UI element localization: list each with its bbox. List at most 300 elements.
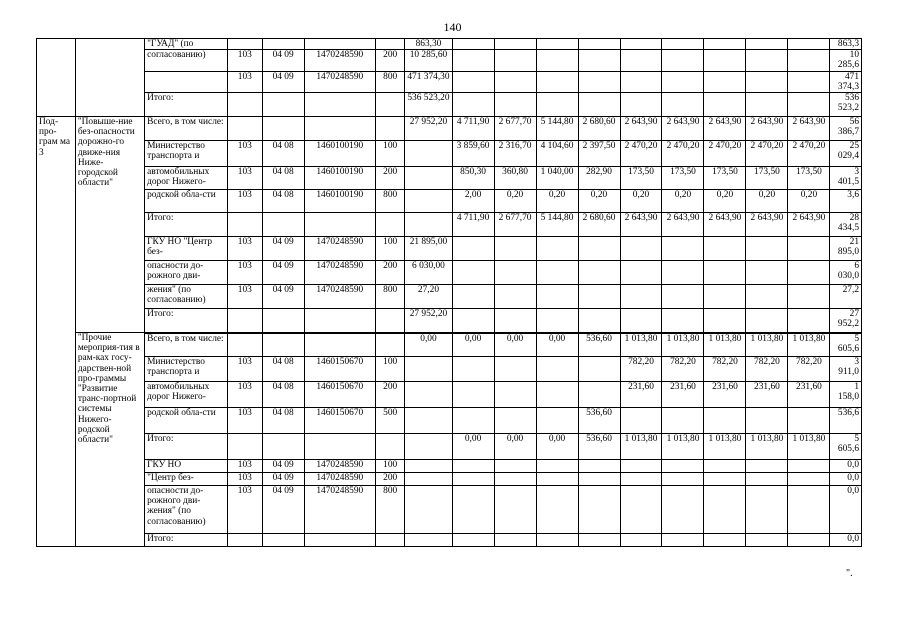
year-2021-cell: 1 013,80	[662, 333, 704, 357]
table-row	[37, 408, 862, 434]
grbs-cell: 103	[228, 486, 263, 534]
table-row	[37, 473, 862, 486]
year-2023-cell: 0,20	[746, 190, 788, 213]
year-2017-cell	[494, 382, 536, 408]
year-2023-cell: 1 013,80	[746, 434, 788, 460]
rzpr-cell: 04 08	[262, 167, 304, 190]
year-2024-cell: 1 013,80	[788, 434, 830, 460]
csr-cell: 1460100190	[304, 141, 375, 167]
year-2020-cell: 231,60	[620, 382, 662, 408]
grbs-cell	[228, 117, 263, 141]
year-2022-cell	[704, 309, 746, 333]
year-2022-cell	[704, 39, 746, 50]
year-2017-cell: 2 677,70	[494, 117, 536, 141]
year-2019-cell: 2 680,60	[578, 117, 620, 141]
year-2016-cell	[452, 357, 494, 382]
vr-cell: 500	[375, 408, 404, 434]
executor-cell: Министерство транспорта и	[145, 357, 228, 382]
year-2024-cell	[788, 473, 830, 486]
vr-cell	[375, 39, 404, 50]
total-cell: 1 158,0	[830, 382, 862, 408]
csr-cell: 1460150670	[304, 357, 375, 382]
year-2016-cell	[452, 382, 494, 408]
total-cell: 6 030,0	[830, 261, 862, 285]
vr-cell	[375, 434, 404, 460]
year-2021-cell	[662, 460, 704, 473]
year-2023-cell	[746, 237, 788, 261]
grbs-cell	[228, 434, 263, 460]
year-2017-cell	[494, 71, 536, 92]
year-2023-cell	[746, 473, 788, 486]
year-2017-cell	[494, 261, 536, 285]
year-2020-cell	[620, 261, 662, 285]
year-2017-cell	[494, 285, 536, 309]
year-2021-cell	[662, 285, 704, 309]
year-2023-cell	[746, 285, 788, 309]
vr-cell: 200	[375, 382, 404, 408]
vr-cell	[375, 213, 404, 237]
year-2017-cell	[494, 237, 536, 261]
table-row	[37, 117, 862, 141]
subprogram-cell: "Прочие мероприя-тия в рам-ках госу-дарствен-ной про-граммы "Развитие транс-портной системы Нижего-родской области"	[75, 333, 144, 547]
year-2016-cell	[452, 473, 494, 486]
year-2024-cell	[788, 408, 830, 434]
year-2016-cell: 0,00	[452, 434, 494, 460]
grbs-cell	[228, 213, 263, 237]
year-2024-cell: 231,60	[788, 382, 830, 408]
year-2019-cell: 0,20	[578, 190, 620, 213]
executor-cell: опасности до-рожного дви-жения" (по согласованию)	[145, 486, 228, 534]
csr-cell: 1470248590	[304, 285, 375, 309]
total-cell: 3 911,0	[830, 357, 862, 382]
total-cell: 27 952,2	[830, 309, 862, 333]
table-row	[37, 285, 862, 309]
year-2017-cell	[494, 473, 536, 486]
table-row	[37, 434, 862, 460]
year-2015-cell	[405, 473, 452, 486]
grbs-cell	[228, 93, 263, 117]
vr-cell: 800	[375, 71, 404, 92]
table-row	[37, 167, 862, 190]
year-2020-cell: 1 013,80	[620, 333, 662, 357]
csr-cell	[304, 39, 375, 50]
vr-cell: 100	[375, 141, 404, 167]
year-2016-cell: 3 859,60	[452, 141, 494, 167]
csr-cell	[304, 93, 375, 117]
budget-table	[36, 38, 862, 547]
grbs-cell: 103	[228, 460, 263, 473]
year-2023-cell	[746, 261, 788, 285]
year-2023-cell	[746, 50, 788, 71]
year-2018-cell	[536, 285, 578, 309]
year-2023-cell	[746, 460, 788, 473]
year-2017-cell	[494, 486, 536, 534]
subprogram-cell	[75, 39, 144, 117]
table-row	[37, 190, 862, 213]
year-2019-cell	[578, 71, 620, 92]
year-2018-cell	[536, 237, 578, 261]
year-2019-cell	[578, 285, 620, 309]
year-2015-cell: 10 285,60	[405, 50, 452, 71]
rzpr-cell: 04 09	[262, 285, 304, 309]
total-cell: 536 523,2	[830, 93, 862, 117]
year-2022-cell	[704, 408, 746, 434]
year-2019-cell: 2 680,60	[578, 213, 620, 237]
year-2020-cell: 0,20	[620, 190, 662, 213]
rzpr-cell	[262, 534, 304, 547]
year-2016-cell: 850,30	[452, 167, 494, 190]
year-2020-cell	[620, 39, 662, 50]
year-2015-cell: 0,00	[405, 333, 452, 357]
year-2021-cell: 0,20	[662, 190, 704, 213]
year-2020-cell	[620, 534, 662, 547]
year-2021-cell	[662, 486, 704, 534]
year-2023-cell: 231,60	[746, 382, 788, 408]
year-2023-cell: 2 470,20	[746, 141, 788, 167]
executor-cell: Итого:	[145, 309, 228, 333]
year-2023-cell	[746, 534, 788, 547]
year-2022-cell: 2 643,90	[704, 117, 746, 141]
total-cell: 0,0	[830, 534, 862, 547]
year-2019-cell	[578, 357, 620, 382]
grbs-cell: 103	[228, 237, 263, 261]
year-2016-cell	[452, 93, 494, 117]
grbs-cell	[228, 39, 263, 50]
year-2022-cell	[704, 534, 746, 547]
year-2021-cell: 2 643,90	[662, 213, 704, 237]
executor-cell: ГКУ НО "Центр без-	[145, 237, 228, 261]
year-2015-cell	[405, 167, 452, 190]
year-2020-cell: 173,50	[620, 167, 662, 190]
year-2015-cell	[405, 460, 452, 473]
program-cell: Под-про-грам ма 3	[37, 117, 76, 547]
executor-cell: родской обла-сти	[145, 408, 228, 434]
year-2022-cell	[704, 460, 746, 473]
year-2020-cell	[620, 486, 662, 534]
year-2022-cell: 231,60	[704, 382, 746, 408]
year-2018-cell	[536, 408, 578, 434]
year-2021-cell: 2 470,20	[662, 141, 704, 167]
vr-cell: 200	[375, 473, 404, 486]
year-2019-cell: 536,60	[578, 408, 620, 434]
vr-cell	[375, 534, 404, 547]
year-2022-cell: 2 643,90	[704, 213, 746, 237]
vr-cell	[375, 93, 404, 117]
year-2017-cell	[494, 460, 536, 473]
year-2018-cell	[536, 261, 578, 285]
year-2018-cell: 5 144,80	[536, 117, 578, 141]
year-2021-cell: 2 643,90	[662, 117, 704, 141]
rzpr-cell: 04 09	[262, 473, 304, 486]
year-2019-cell	[578, 460, 620, 473]
executor-cell: Всего, в том числе:	[145, 333, 228, 357]
vr-cell: 200	[375, 50, 404, 71]
year-2024-cell	[788, 39, 830, 50]
year-2021-cell: 173,50	[662, 167, 704, 190]
year-2021-cell	[662, 50, 704, 71]
executor-cell: "Центр без-	[145, 473, 228, 486]
year-2015-cell	[405, 357, 452, 382]
rzpr-cell	[262, 117, 304, 141]
year-2016-cell: 4 711,90	[452, 117, 494, 141]
year-2019-cell	[578, 534, 620, 547]
csr-cell: 1460100190	[304, 167, 375, 190]
year-2023-cell	[746, 486, 788, 534]
year-2015-cell	[405, 534, 452, 547]
year-2024-cell	[788, 50, 830, 71]
rzpr-cell: 04 09	[262, 460, 304, 473]
grbs-cell: 103	[228, 141, 263, 167]
year-2020-cell: 2 643,90	[620, 117, 662, 141]
year-2022-cell	[704, 486, 746, 534]
year-2015-cell	[405, 190, 452, 213]
year-2024-cell: 0,20	[788, 190, 830, 213]
rzpr-cell	[262, 309, 304, 333]
year-2017-cell: 360,80	[494, 167, 536, 190]
year-2021-cell	[662, 39, 704, 50]
total-cell: 5 605,6	[830, 333, 862, 357]
year-2020-cell	[620, 408, 662, 434]
year-2023-cell: 1 013,80	[746, 333, 788, 357]
year-2024-cell	[788, 261, 830, 285]
year-2020-cell	[620, 460, 662, 473]
table-row	[37, 534, 862, 547]
grbs-cell: 103	[228, 50, 263, 71]
year-2020-cell	[620, 50, 662, 71]
closing-quote: ".	[846, 568, 853, 579]
year-2018-cell	[536, 71, 578, 92]
csr-cell	[304, 309, 375, 333]
csr-cell: 1470248590	[304, 473, 375, 486]
year-2018-cell	[536, 357, 578, 382]
year-2024-cell: 782,20	[788, 357, 830, 382]
year-2024-cell	[788, 93, 830, 117]
year-2021-cell	[662, 93, 704, 117]
executor-cell: Итого:	[145, 434, 228, 460]
year-2015-cell	[405, 434, 452, 460]
vr-cell	[375, 309, 404, 333]
year-2018-cell	[536, 39, 578, 50]
year-2019-cell	[578, 93, 620, 117]
year-2021-cell	[662, 261, 704, 285]
rzpr-cell: 04 09	[262, 486, 304, 534]
year-2016-cell	[452, 39, 494, 50]
csr-cell: 1470248590	[304, 261, 375, 285]
year-2020-cell: 1 013,80	[620, 434, 662, 460]
executor-cell: Итого:	[145, 534, 228, 547]
executor-cell: Министерство транспорта и	[145, 141, 228, 167]
year-2015-cell: 27 952,20	[405, 117, 452, 141]
table-row	[37, 71, 862, 92]
year-2017-cell: 2 316,70	[494, 141, 536, 167]
year-2019-cell	[578, 309, 620, 333]
rzpr-cell: 04 09	[262, 50, 304, 71]
year-2019-cell	[578, 261, 620, 285]
year-2024-cell	[788, 237, 830, 261]
year-2017-cell	[494, 408, 536, 434]
year-2022-cell	[704, 473, 746, 486]
year-2017-cell	[494, 50, 536, 71]
year-2021-cell	[662, 534, 704, 547]
year-2018-cell	[536, 382, 578, 408]
table-row	[37, 50, 862, 71]
year-2021-cell	[662, 71, 704, 92]
rzpr-cell: 04 09	[262, 261, 304, 285]
year-2018-cell: 4 104,60	[536, 141, 578, 167]
rzpr-cell	[262, 434, 304, 460]
year-2023-cell	[746, 39, 788, 50]
year-2023-cell: 173,50	[746, 167, 788, 190]
year-2018-cell	[536, 534, 578, 547]
total-cell: 25 029,4	[830, 141, 862, 167]
year-2019-cell: 2 397,50	[578, 141, 620, 167]
rzpr-cell	[262, 93, 304, 117]
table-row	[37, 333, 862, 357]
year-2017-cell	[494, 534, 536, 547]
year-2018-cell	[536, 460, 578, 473]
table-row	[37, 141, 862, 167]
csr-cell: 1460150670	[304, 382, 375, 408]
year-2016-cell	[452, 486, 494, 534]
year-2016-cell: 4 711,90	[452, 213, 494, 237]
year-2023-cell	[746, 71, 788, 92]
total-cell: 471 374,3	[830, 71, 862, 92]
year-2024-cell	[788, 534, 830, 547]
table-row	[37, 93, 862, 117]
year-2024-cell	[788, 285, 830, 309]
year-2018-cell: 0,00	[536, 434, 578, 460]
vr-cell: 800	[375, 486, 404, 534]
year-2017-cell: 0,00	[494, 434, 536, 460]
total-cell: 0,0	[830, 486, 862, 534]
executor-cell: автомобильных дорог Нижего-	[145, 382, 228, 408]
csr-cell: 1470248590	[304, 486, 375, 534]
rzpr-cell	[262, 39, 304, 50]
grbs-cell: 103	[228, 261, 263, 285]
rzpr-cell: 04 08	[262, 382, 304, 408]
year-2018-cell	[536, 473, 578, 486]
grbs-cell: 103	[228, 285, 263, 309]
rzpr-cell: 04 08	[262, 141, 304, 167]
table-row	[37, 460, 862, 473]
year-2015-cell	[405, 486, 452, 534]
year-2017-cell: 2 677,70	[494, 213, 536, 237]
year-2015-cell	[405, 141, 452, 167]
rzpr-cell	[262, 213, 304, 237]
year-2021-cell	[662, 408, 704, 434]
grbs-cell	[228, 333, 263, 357]
total-cell: 0,0	[830, 460, 862, 473]
year-2016-cell	[452, 50, 494, 71]
year-2019-cell	[578, 473, 620, 486]
table-row	[37, 486, 862, 534]
executor-cell: "ГУАД" (по	[145, 39, 228, 50]
year-2020-cell: 2 470,20	[620, 141, 662, 167]
csr-cell	[304, 434, 375, 460]
year-2024-cell	[788, 71, 830, 92]
year-2022-cell	[704, 71, 746, 92]
year-2017-cell	[494, 39, 536, 50]
rzpr-cell: 04 08	[262, 357, 304, 382]
year-2022-cell	[704, 50, 746, 71]
year-2024-cell	[788, 486, 830, 534]
year-2022-cell: 1 013,80	[704, 434, 746, 460]
year-2021-cell	[662, 473, 704, 486]
year-2020-cell	[620, 93, 662, 117]
year-2017-cell	[494, 93, 536, 117]
year-2018-cell	[536, 309, 578, 333]
table-row	[37, 382, 862, 408]
vr-cell: 800	[375, 285, 404, 309]
executor-cell: автомобильных дорог Нижего-	[145, 167, 228, 190]
subprogram-cell: "Повыше-ние без-опасности дорожно-го движе-ния Нижe-городской области"	[75, 117, 144, 333]
year-2020-cell	[620, 473, 662, 486]
total-cell: 3 401,5	[830, 167, 862, 190]
year-2024-cell: 2 643,90	[788, 213, 830, 237]
year-2019-cell: 536,60	[578, 434, 620, 460]
year-2015-cell: 27 952,20	[405, 309, 452, 333]
year-2016-cell	[452, 408, 494, 434]
year-2022-cell: 173,50	[704, 167, 746, 190]
year-2022-cell: 2 470,20	[704, 141, 746, 167]
csr-cell: 1460150670	[304, 408, 375, 434]
total-cell: 56 386,7	[830, 117, 862, 141]
executor-cell: родской обла-сти	[145, 190, 228, 213]
year-2015-cell: 536 523,20	[405, 93, 452, 117]
table-row	[37, 213, 862, 237]
table-row	[37, 309, 862, 333]
year-2019-cell: 282,90	[578, 167, 620, 190]
year-2017-cell: 0,20	[494, 190, 536, 213]
year-2016-cell	[452, 261, 494, 285]
year-2018-cell: 0,20	[536, 190, 578, 213]
csr-cell: 1470248590	[304, 50, 375, 71]
year-2015-cell	[405, 213, 452, 237]
csr-cell	[304, 213, 375, 237]
vr-cell: 100	[375, 357, 404, 382]
year-2020-cell	[620, 285, 662, 309]
year-2016-cell	[452, 285, 494, 309]
year-2023-cell	[746, 408, 788, 434]
year-2015-cell: 21 895,00	[405, 237, 452, 261]
year-2019-cell: 536,60	[578, 333, 620, 357]
grbs-cell: 103	[228, 357, 263, 382]
grbs-cell: 103	[228, 71, 263, 92]
total-cell: 3,6	[830, 190, 862, 213]
year-2022-cell	[704, 285, 746, 309]
grbs-cell: 103	[228, 473, 263, 486]
year-2020-cell: 782,20	[620, 357, 662, 382]
year-2019-cell	[578, 237, 620, 261]
year-2016-cell	[452, 237, 494, 261]
year-2016-cell	[452, 534, 494, 547]
vr-cell: 200	[375, 261, 404, 285]
vr-cell: 200	[375, 167, 404, 190]
year-2022-cell: 1 013,80	[704, 333, 746, 357]
year-2016-cell: 2,00	[452, 190, 494, 213]
vr-cell: 100	[375, 460, 404, 473]
year-2020-cell: 2 643,90	[620, 213, 662, 237]
executor-cell: жения" (по согласованию)	[145, 285, 228, 309]
executor-cell: ГКУ НО	[145, 460, 228, 473]
year-2024-cell: 2 470,20	[788, 141, 830, 167]
year-2021-cell: 1 013,80	[662, 434, 704, 460]
rzpr-cell: 04 08	[262, 408, 304, 434]
vr-cell: 100	[375, 237, 404, 261]
year-2024-cell: 2 643,90	[788, 117, 830, 141]
grbs-cell: 103	[228, 190, 263, 213]
total-cell: 10 285,6	[830, 50, 862, 71]
